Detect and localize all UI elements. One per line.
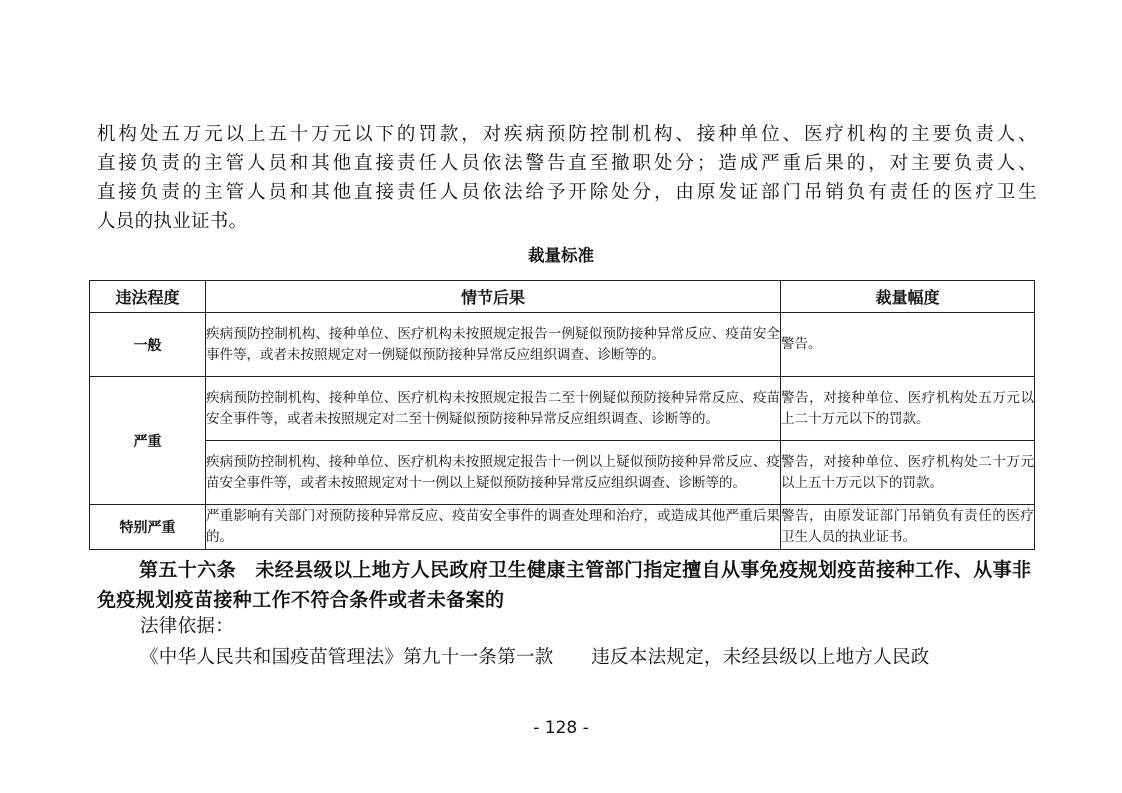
intro-line-4: 人员的执业证书。 — [97, 211, 248, 232]
intro-line-2: 直接负责的主管人员和其他直接责任人员依法警告直至撤职处分；造成严重后果的，对主要负责人、 — [97, 153, 1037, 174]
table-header-row — [90, 281, 1035, 313]
penalty-cell: 警告，对接种单位、医疗机构处二十万元以上五十万元以下的罚款。 — [781, 441, 1035, 505]
header-penalty-range: 裁量幅度 — [781, 281, 1035, 313]
condition-cell: 疾病预防控制机构、接种单位、医疗机构未按照规定报告一例疑似预防接种异常反应、疫苗安全事件等，或者未按照规定对一例疑似预防接种异常反应组织调查、诊断等的。 — [206, 313, 781, 377]
penalty-cell: 警告，对接种单位、医疗机构处五万元以上二十万元以下的罚款。 — [781, 377, 1035, 441]
intro-line-1: 机构处五万元以上五十万元以下的罚款，对疾病预防控制机构、接种单位、医疗机构的主要负责人、 — [97, 124, 1037, 145]
header-violation-degree: 违法程度 — [90, 281, 206, 313]
table-caption: 裁量标准 — [528, 246, 594, 265]
legal-citation: 《中华人民共和国疫苗管理法》第九十一条第一款 违反本法规定，未经县级以上地方人民政 — [140, 647, 930, 668]
header-circumstances: 情节后果 — [206, 281, 781, 313]
table-row — [90, 313, 1035, 377]
table-row — [90, 505, 1035, 550]
table-row — [90, 377, 1035, 441]
level-cell: 特别严重 — [90, 505, 206, 550]
penalty-cell: 警告。 — [781, 313, 1035, 377]
table-row — [90, 441, 1035, 505]
condition-cell: 严重影响有关部门对预防接种异常反应、疫苗安全事件的调查处理和治疗，或造成其他严重后果的。 — [206, 505, 781, 550]
discretion-standard-table — [89, 280, 1035, 550]
article-title: 第五十六条 未经县级以上地方人民政府卫生健康主管部门指定擅自从事免疫规划疫苗接种工作、从事非免疫规划疫苗接种工作不符合条件或者未备案的 — [97, 559, 1032, 611]
intro-line-3: 直接负责的主管人员和其他直接责任人员依法给予开除处分，由原发证部门吊销负有责任的医疗卫生 — [97, 182, 1037, 203]
legal-basis-label: 法律依据： — [140, 616, 235, 637]
level-cell: 一般 — [90, 313, 206, 377]
page-number: - 128 - — [533, 718, 589, 738]
penalty-cell: 警告，由原发证部门吊销负有责任的医疗卫生人员的执业证书。 — [781, 505, 1035, 550]
level-cell: 严重 — [90, 377, 206, 505]
condition-cell: 疾病预防控制机构、接种单位、医疗机构未按照规定报告二至十例疑似预防接种异常反应、疫苗安全事件等，或者未按照规定对二至十例疑似预防接种异常反应组织调查、诊断等的。 — [206, 377, 781, 441]
condition-cell: 疾病预防控制机构、接种单位、医疗机构未按照规定报告十一例以上疑似预防接种异常反应、疫苗安全事件等，或者未按照规定对十一例以上疑似预防接种异常反应组织调查、诊断等的。 — [206, 441, 781, 505]
